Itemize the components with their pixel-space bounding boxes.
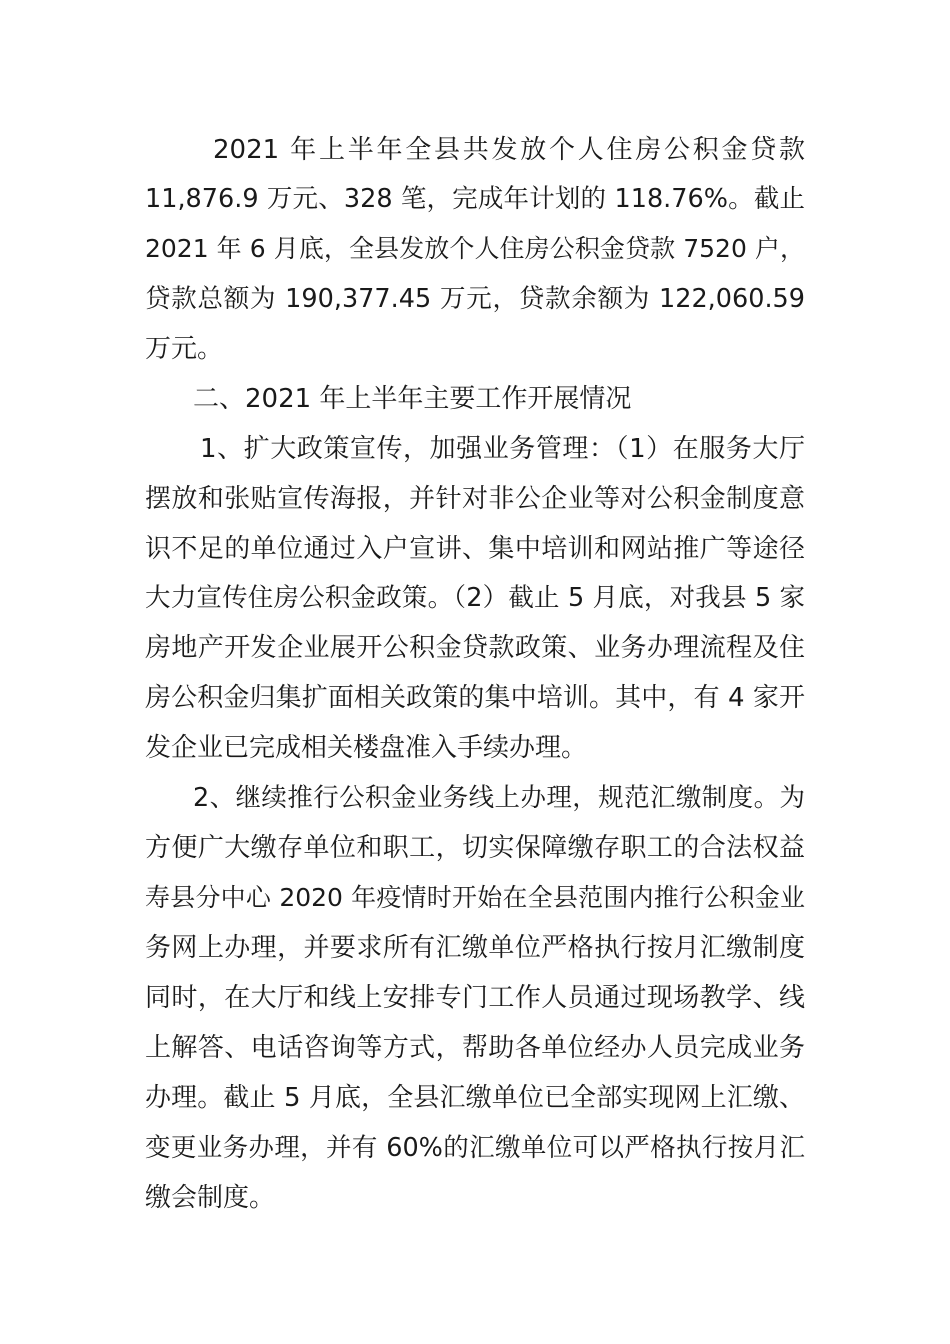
paragraph-policy-line-2: 摆放和张贴宣传海报，并针对非公企业等对公积金制度意 [145,484,805,514]
section-heading: 二、2021 年上半年主要工作开展情况 [193,384,632,414]
paragraph-policy-line-5: 房地产开发企业展开公积金贷款政策、业务办理流程及住 [145,633,805,663]
paragraph-online-line-7: 办理。截止 5 月底，全县汇缴单位已全部实现网上汇缴、 [145,1083,805,1113]
paragraph-loans-line-1: 2021 年上半年全县共发放个人住房公积金贷款 [213,135,805,165]
paragraph-policy-line-6: 房公积金归集扩面相关政策的集中培训。其中，有 4 家开 [145,683,805,713]
paragraph-loans-line-2: 11,876.9 万元、328 笔，完成年计划的 118.76%。截止 [145,184,805,214]
paragraph-policy-line-4: 大力宣传住房公积金政策。（2）截止 5 月底，对我县 5 家 [145,583,805,613]
paragraph-policy-line-3: 识不足的单位通过入户宣讲、集中培训和网站推广等途径 [145,534,805,564]
paragraph-online-line-4: 务网上办理，并要求所有汇缴单位严格执行按月汇缴制度 [145,933,805,963]
paragraph-policy-line-7: 发企业已完成相关楼盘准入手续办理。 [145,733,588,763]
paragraph-policy-line-1: 1、扩大政策宣传，加强业务管理：（1）在服务大厅 [200,434,805,464]
paragraph-loans-line-5: 万元。 [145,334,224,364]
paragraph-online-line-9: 缴会制度。 [145,1183,276,1213]
paragraph-online-line-8: 变更业务办理，并有 60%的汇缴单位可以严格执行按月汇 [145,1133,805,1163]
paragraph-online-line-1: 2、继续推行公积金业务线上办理，规范汇缴制度。为 [193,783,805,813]
paragraph-online-line-3: 寿县分中心 2020 年疫情时开始在全县范围内推行公积金业 [145,883,805,912]
paragraph-online-line-6: 上解答、电话咨询等方式，帮助各单位经办人员完成业务 [145,1033,805,1063]
paragraph-loans-line-3: 2021 年 6 月底，全县发放个人住房公积金贷款 7520 户， [145,234,805,263]
paragraph-online-line-2: 方便广大缴存单位和职工，切实保障缴存职工的合法权益 [145,833,805,863]
paragraph-online-line-5: 同时，在大厅和线上安排专门工作人员通过现场教学、线 [145,983,805,1013]
paragraph-loans-line-4: 贷款总额为 190,377.45 万元，贷款余额为 122,060.59 [145,284,805,314]
